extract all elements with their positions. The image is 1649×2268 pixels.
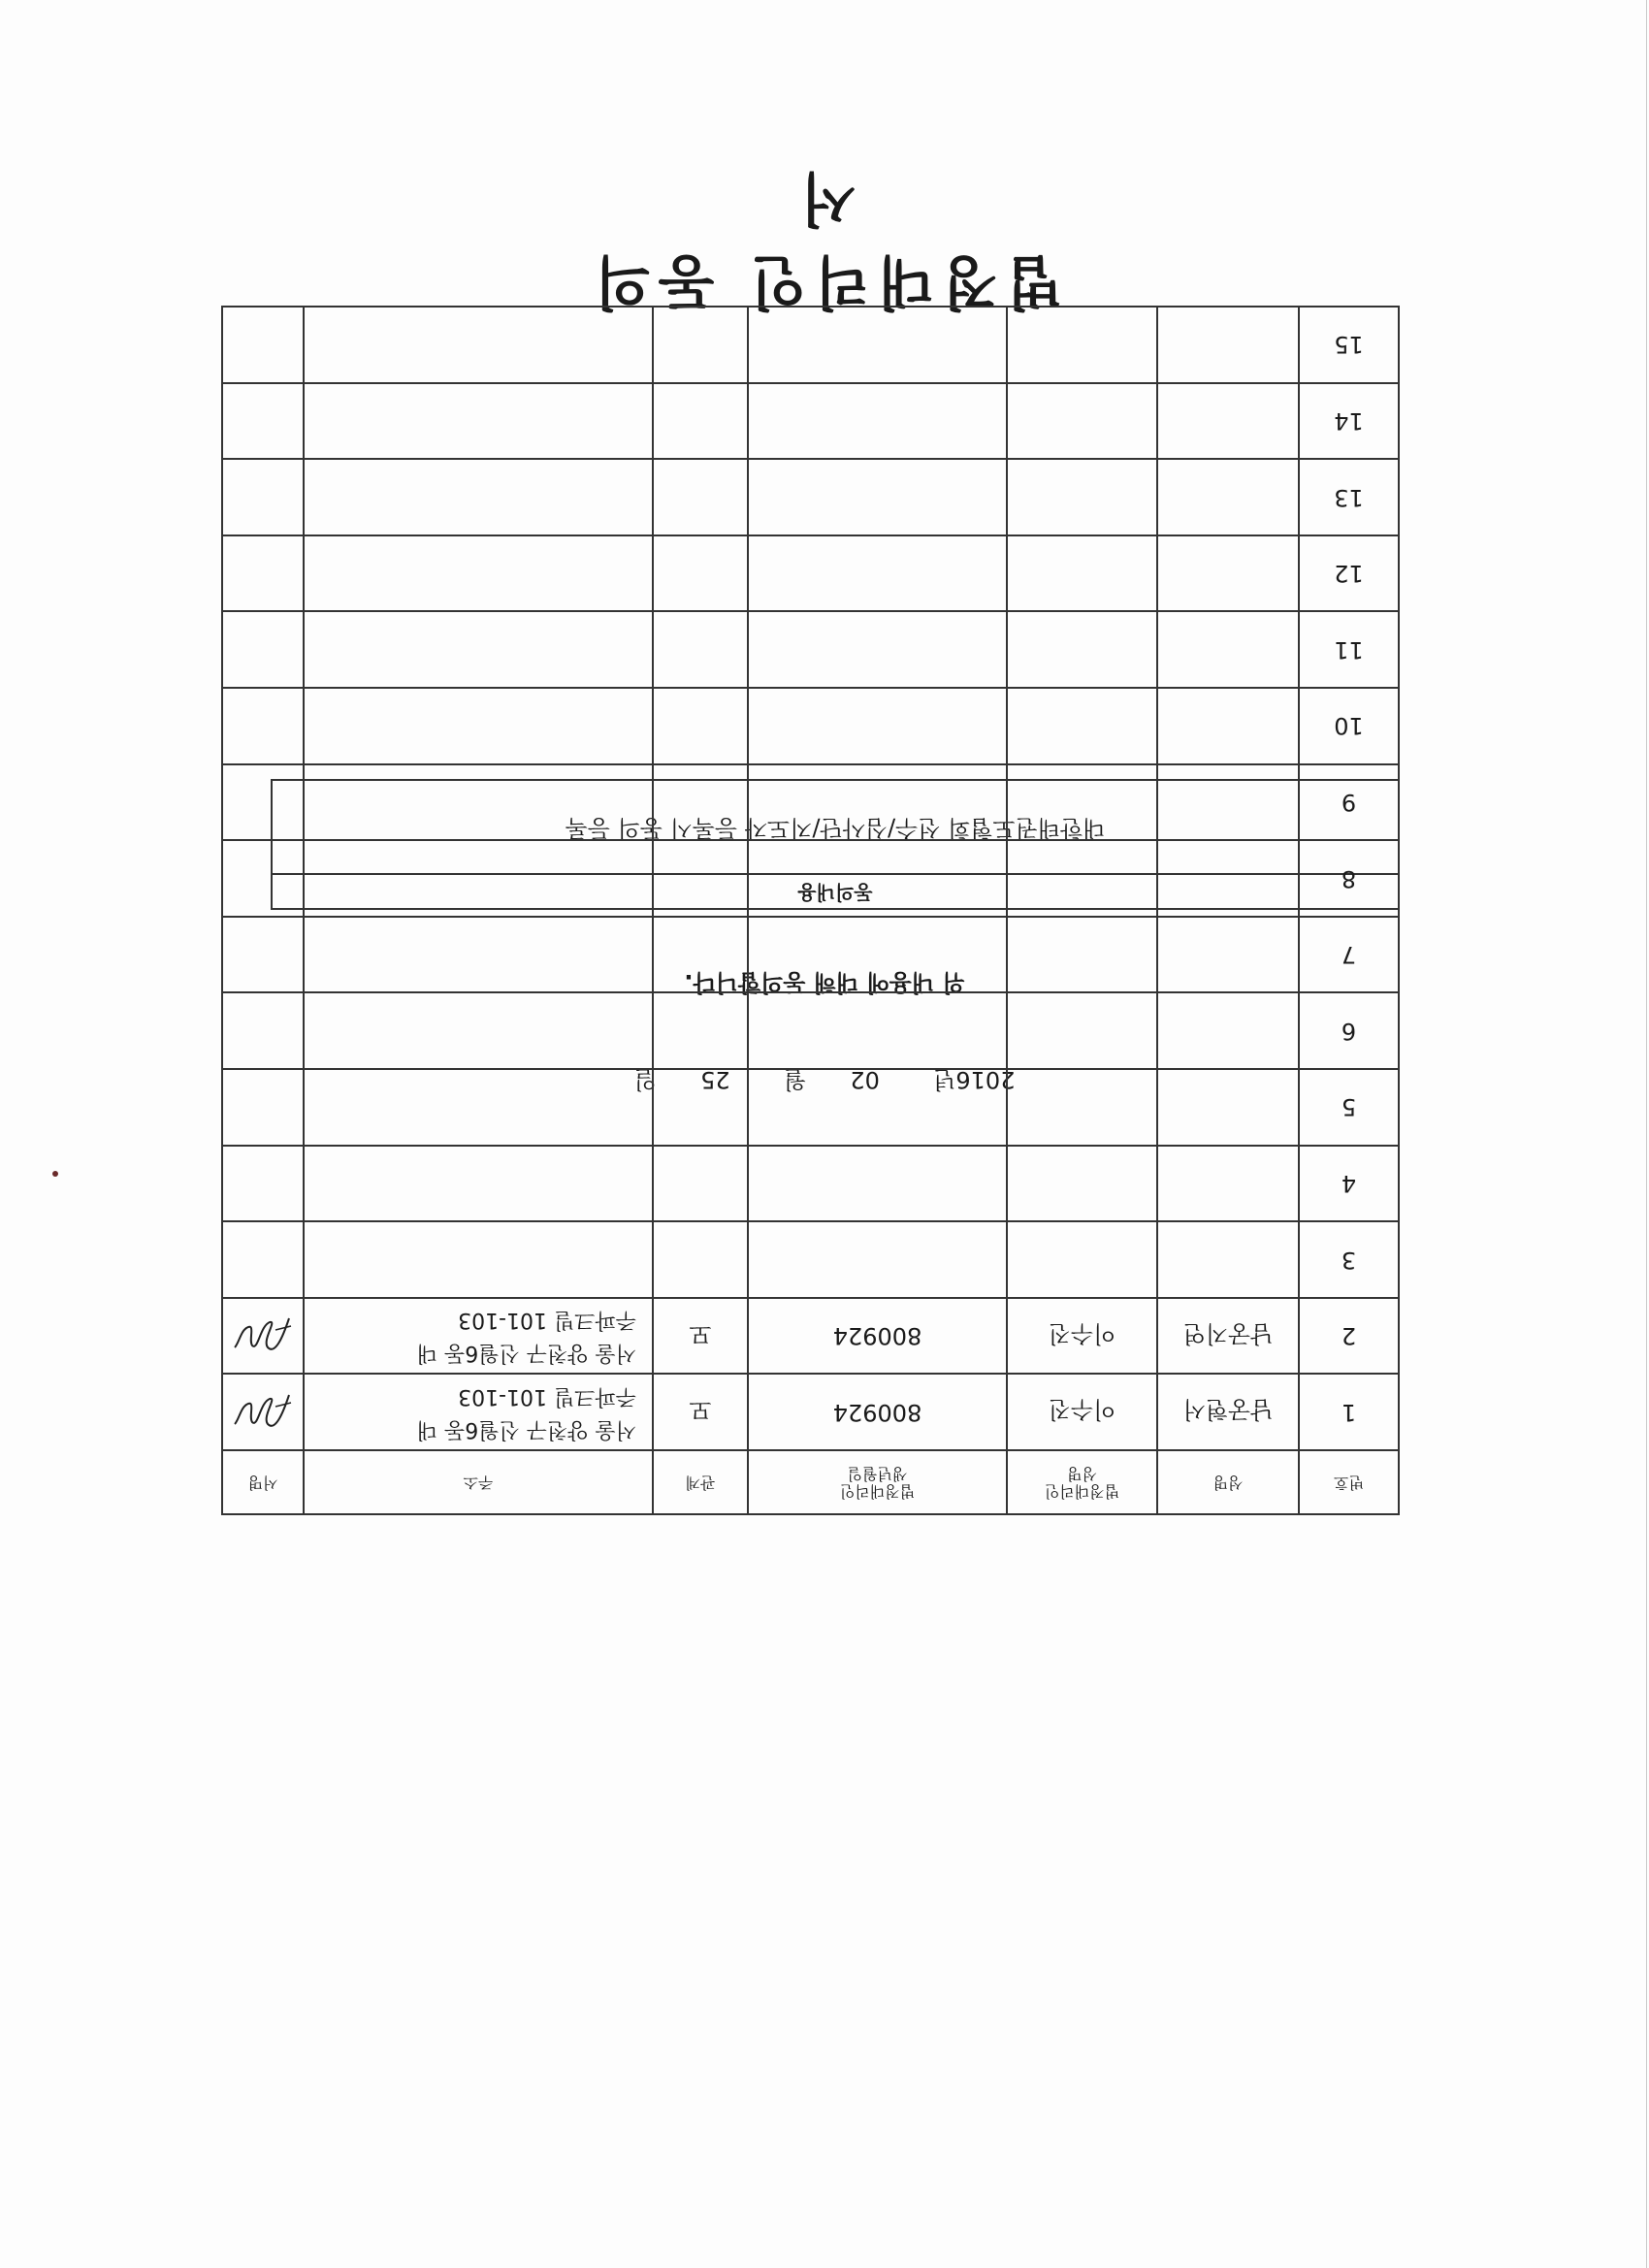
cell-guardian-name: [1007, 1221, 1157, 1298]
table-row: [222, 764, 1399, 841]
signature-mark: [223, 1383, 303, 1442]
cell-guardian-birth: [748, 917, 1007, 993]
address-line-1: 서울 양천구 신월6동 대: [416, 1416, 636, 1442]
cell-signature: [222, 1069, 304, 1146]
cell-no: 10: [1299, 688, 1399, 764]
cell-signature: [222, 383, 304, 460]
scan-speck: [52, 1171, 58, 1177]
date-month: 02: [850, 1066, 880, 1093]
cell-guardian-name: [1007, 1146, 1157, 1222]
cell-guardian-name: [1007, 535, 1157, 612]
cell-relation: [653, 992, 748, 1069]
cell-name: [1157, 1146, 1299, 1222]
cell-name: [1157, 307, 1299, 383]
cell-signature: [222, 1374, 304, 1450]
cell-address: [304, 1146, 653, 1222]
cell-guardian-birth: [748, 688, 1007, 764]
cell-guardian-name: 이수진: [1007, 1298, 1157, 1375]
cell-name: [1157, 383, 1299, 460]
cell-guardian-name: [1007, 383, 1157, 460]
cell-name: [1157, 992, 1299, 1069]
consent-content: 대한태권도협회 선수/심사단/지도자 등록시 동의 등록: [565, 815, 1106, 842]
cell-relation: [653, 688, 748, 764]
guardian-table: [221, 306, 1400, 1515]
table-row: [222, 383, 1399, 460]
cell-signature: [222, 917, 304, 993]
cell-name: [1157, 1069, 1299, 1146]
cell-guardian-birth: 800924: [748, 1374, 1007, 1450]
cell-address: [304, 535, 653, 612]
cell-no: 8: [1299, 840, 1399, 917]
cell-name: [1157, 535, 1299, 612]
cell-name: [1157, 459, 1299, 535]
header-name: 성명: [1157, 1450, 1299, 1514]
cell-guardian-birth: 800924: [748, 1298, 1007, 1375]
cell-relation: [653, 1069, 748, 1146]
cell-guardian-name: [1007, 688, 1157, 764]
cell-relation: [653, 459, 748, 535]
cell-guardian-name: [1007, 459, 1157, 535]
scan-edge-line: [1646, 0, 1647, 2268]
cell-address: [304, 1374, 653, 1450]
cell-name: [1157, 611, 1299, 688]
date-day-unit: 일: [633, 1066, 657, 1093]
cell-relation: 모: [653, 1298, 748, 1375]
cell-no: 15: [1299, 307, 1399, 383]
table-row: [222, 611, 1399, 688]
cell-address: [304, 1221, 653, 1298]
cell-relation: [653, 535, 748, 612]
cell-relation: [653, 917, 748, 993]
cell-guardian-birth: [748, 611, 1007, 688]
cell-address: [304, 688, 653, 764]
cell-guardian-birth: [748, 1069, 1007, 1146]
header-no: 번호: [1299, 1450, 1399, 1514]
cell-guardian-birth: [748, 764, 1007, 841]
cell-relation: 모: [653, 1374, 748, 1450]
cell-no: 13: [1299, 459, 1399, 535]
header-guardian-name: 법정대리인 성명: [1007, 1450, 1157, 1514]
cell-address: [304, 1069, 653, 1146]
cell-signature: [222, 764, 304, 841]
document-title: 법정대리인 동의서: [586, 164, 1063, 315]
address-line-2: 주파크빌 101-103: [458, 1383, 636, 1409]
header-signature: 서명: [222, 1450, 304, 1514]
cell-no: 5: [1299, 1069, 1399, 1146]
cell-address: [304, 459, 653, 535]
cell-guardian-name: 이수진: [1007, 1374, 1157, 1450]
cell-no: 3: [1299, 1221, 1399, 1298]
date-year: 2016년: [933, 1066, 1016, 1093]
cell-relation: [653, 840, 748, 917]
cell-name: 남궁지연: [1157, 1298, 1299, 1375]
table-header-row: [222, 1450, 1399, 1514]
address-line-1: 서울 양천구 신월6동 대: [416, 1341, 636, 1366]
table-row: [222, 459, 1399, 535]
signature-mark: [223, 1307, 303, 1365]
cell-relation: [653, 764, 748, 841]
cell-guardian-birth: [748, 459, 1007, 535]
cell-guardian-name: [1007, 992, 1157, 1069]
address-line-2: 주파크빌 101-103: [458, 1308, 636, 1333]
cell-signature: [222, 307, 304, 383]
table-row: [222, 307, 1399, 383]
cell-name: 남궁현서: [1157, 1374, 1299, 1450]
cell-name: [1157, 688, 1299, 764]
date-day: 25: [700, 1066, 730, 1093]
cell-guardian-name: [1007, 917, 1157, 993]
cell-guardian-birth: [748, 535, 1007, 612]
cell-address: [304, 917, 653, 993]
cell-no: 9: [1299, 764, 1399, 841]
cell-address: [304, 383, 653, 460]
table-row: [222, 1221, 1399, 1298]
table-row: [222, 1374, 1399, 1450]
cell-name: [1157, 917, 1299, 993]
cell-signature: [222, 1146, 304, 1222]
cell-name: [1157, 1221, 1299, 1298]
cell-address: [304, 764, 653, 841]
cell-signature: [222, 840, 304, 917]
cell-relation: [653, 1221, 748, 1298]
cell-signature: [222, 992, 304, 1069]
cell-guardian-birth: [748, 992, 1007, 1069]
date-month-unit: 월: [783, 1066, 807, 1093]
cell-no: 7: [1299, 917, 1399, 993]
table-row: [222, 917, 1399, 993]
cell-guardian-name: [1007, 840, 1157, 917]
cell-address: [304, 992, 653, 1069]
table-row: [222, 840, 1399, 917]
header-relation: 관계: [653, 1450, 748, 1514]
cell-relation: [653, 1146, 748, 1222]
table-row: [222, 535, 1399, 612]
cell-no: 1: [1299, 1374, 1399, 1450]
cell-signature: [222, 535, 304, 612]
cell-guardian-birth: [748, 383, 1007, 460]
cell-no: 14: [1299, 383, 1399, 460]
cell-signature: [222, 611, 304, 688]
cell-guardian-name: [1007, 764, 1157, 841]
cell-relation: [653, 307, 748, 383]
header-address: 주소: [304, 1450, 653, 1514]
cell-signature: [222, 459, 304, 535]
table-row: [222, 1298, 1399, 1375]
cell-guardian-birth: [748, 307, 1007, 383]
cell-relation: [653, 611, 748, 688]
table-row: [222, 688, 1399, 764]
cell-name: [1157, 764, 1299, 841]
cell-no: 2: [1299, 1298, 1399, 1375]
cell-name: [1157, 840, 1299, 917]
cell-guardian-name: [1007, 307, 1157, 383]
table-row: [222, 992, 1399, 1069]
table-row: [222, 1069, 1399, 1146]
cell-guardian-birth: [748, 1146, 1007, 1222]
cell-signature: [222, 688, 304, 764]
cell-signature: [222, 1221, 304, 1298]
cell-address: [304, 1298, 653, 1375]
cell-address: [304, 307, 653, 383]
cell-address: [304, 611, 653, 688]
cell-guardian-birth: [748, 840, 1007, 917]
header-guardian-birth: 법정대리인 생년월일: [748, 1450, 1007, 1514]
cell-guardian-name: [1007, 611, 1157, 688]
table-row: [222, 1146, 1399, 1222]
cell-signature: [222, 1298, 304, 1375]
consent-header: 동의내용: [273, 873, 1398, 908]
cell-no: 12: [1299, 535, 1399, 612]
agreement-statement: 위 내용에 대해 동의합니다.: [684, 969, 965, 996]
cell-address: [304, 840, 653, 917]
cell-no: 4: [1299, 1146, 1399, 1222]
cell-guardian-birth: [748, 1221, 1007, 1298]
cell-no: 6: [1299, 992, 1399, 1069]
cell-no: 11: [1299, 611, 1399, 688]
cell-relation: [653, 383, 748, 460]
cell-guardian-name: [1007, 1069, 1157, 1146]
